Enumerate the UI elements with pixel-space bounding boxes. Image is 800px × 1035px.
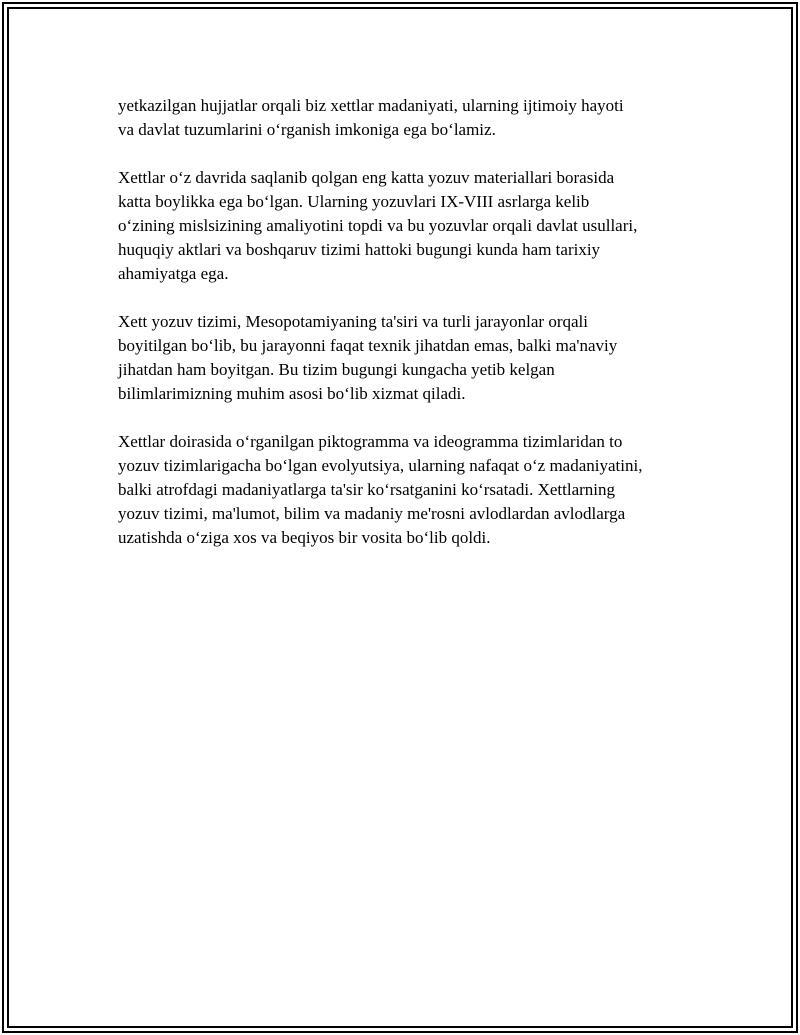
paragraph-1: yetkazilgan hujjatlar orqali biz xettlar madaniyati, ularning ijtimoiy hayoti va davlat tuzumlarini o‘rganish imkoniga ega bo‘lamiz. [118, 96, 624, 139]
paragraph-4: Xettlar doirasida o‘rganilgan piktogramma va ideogramma tizimlaridan to yozuv tizimlarigacha bo‘lgan evolyutsiya, ularning nafaqat o‘z madaniyatini, balki atrofdagi madaniyatlarga ta'sir ko‘rsatganini ko‘rsatadi. Xettlarning yozuv tizimi, ma'lumot, bilim va madaniy me'rosni avlodlardan avlodlarga uzatishda o‘ziga xos va beqiyos bir vosita bo‘lib qoldi. [118, 432, 643, 547]
paragraph-3: Xett yozuv tizimi, Mesopotamiyaning ta'siri va turli jarayonlar orqali boyitilgan bo‘lib, bu jarayonni faqat texnik jihatdan emas, balki ma'naviy jihatdan ham boyitgan. Bu tizim bugungi kungacha yetib kelgan bilimlarimizning muhim asosi bo‘lib xizmat qiladi. [118, 312, 618, 403]
paragraph-2: Xettlar o‘z davrida saqlanib qolgan eng katta yozuv materiallari borasida katta boylikka ega bo‘lgan. Ularning yozuvlari IX-VIII asrlarga kelib o‘zining mislsizining amaliyotini topdi va bu yozuvlar orqali davlat usullari, huquqiy aktlari va boshqaruv tizimi hattoki bugungi kunda ham tarixiy ahamiyatga ega. [118, 168, 638, 283]
document-body [118, 94, 708, 574]
